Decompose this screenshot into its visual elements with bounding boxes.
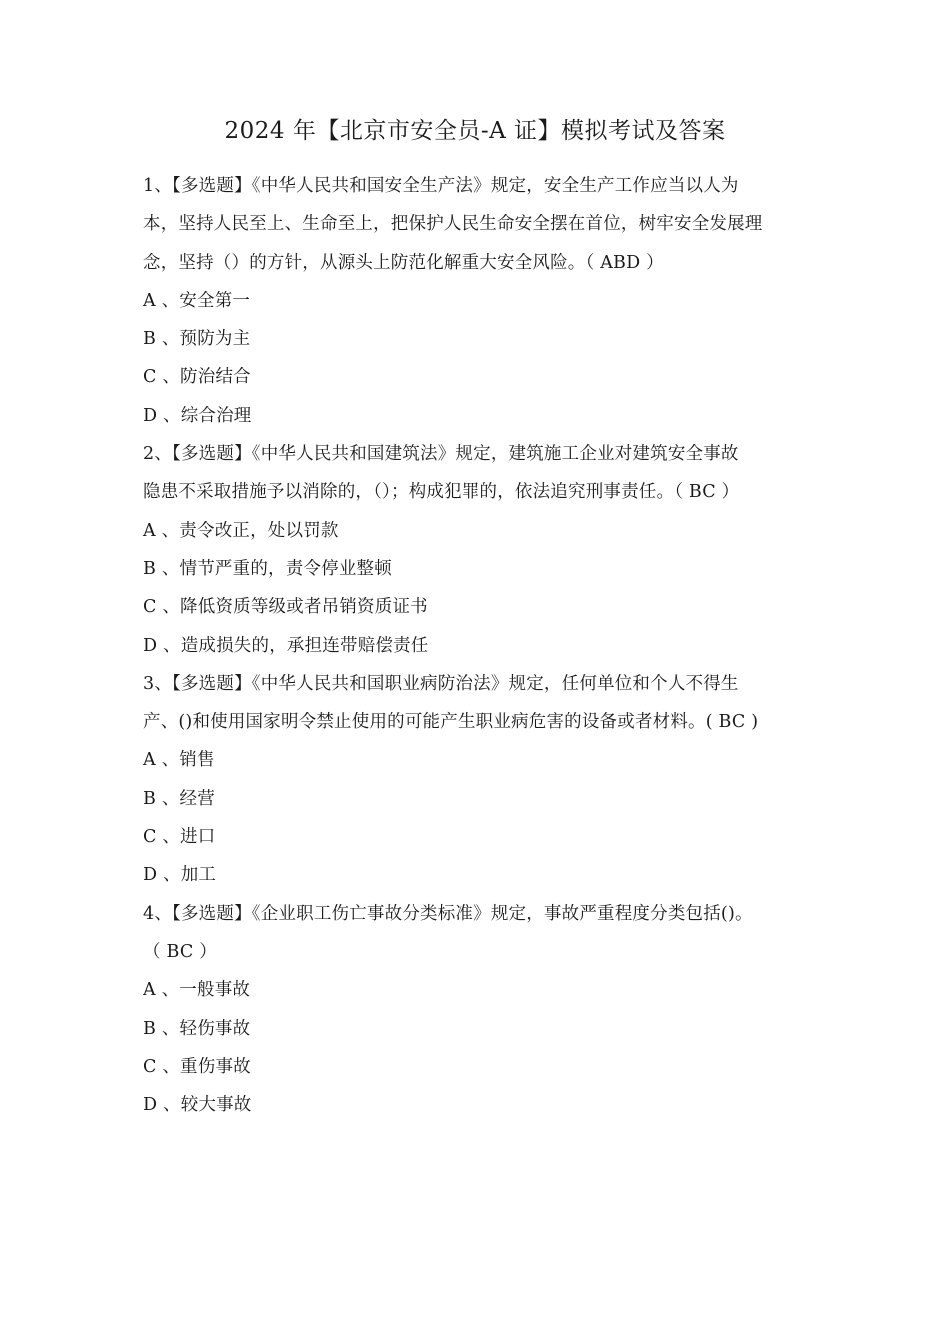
question-stem-line: 产、()和使用国家明令禁止使用的可能产生职业病危害的设备或者材料。( BC ) bbox=[143, 712, 759, 733]
option-c: C 、降低资质等级或者吊销资质证书 bbox=[143, 597, 428, 618]
question-stem-line: 念，坚持（）的方针，从源头上防范化解重大安全风险。（ ABD ） bbox=[143, 252, 664, 273]
option-b: B 、轻伤事故 bbox=[143, 1018, 251, 1039]
question-stem-line: 2、【多选题】《中华人民共和国建筑法》规定，建筑施工企业对建筑安全事故 bbox=[143, 444, 739, 465]
option-b: B 、情节严重的，责令停业整顿 bbox=[143, 558, 392, 579]
question-list bbox=[143, 167, 811, 1124]
question-stem-line: 4、【多选题】《企业职工伤亡事故分类标准》规定，事故严重程度分类包括()。 bbox=[143, 903, 753, 924]
question-stem-line: 隐患不采取措施予以消除的，（）；构成犯罪的，依法追究刑事责任。（ BC ） bbox=[143, 482, 740, 503]
option-a: A 、安全第一 bbox=[143, 290, 251, 311]
option-a: A 、销售 bbox=[143, 750, 215, 771]
option-d: D 、较大事故 bbox=[143, 1095, 252, 1116]
question-stem-line: 本，坚持人民至上、生命至上，把保护人民生命安全摆在首位，树牢安全发展理 bbox=[143, 214, 763, 235]
question-4 bbox=[143, 895, 811, 1125]
option-a: A 、一般事故 bbox=[143, 980, 251, 1001]
option-c: C 、重伤事故 bbox=[143, 1056, 251, 1077]
option-c: C 、进口 bbox=[143, 827, 216, 848]
question-stem-line: 1、【多选题】《中华人民共和国安全生产法》规定，安全生产工作应当以人为 bbox=[143, 176, 739, 196]
question-3 bbox=[143, 665, 811, 895]
option-d: D 、造成损失的，承担连带赔偿责任 bbox=[143, 635, 429, 656]
question-stem-line: （ BC ） bbox=[143, 941, 217, 962]
question-2 bbox=[143, 435, 811, 665]
option-b: B 、预防为主 bbox=[143, 329, 251, 350]
option-b: B 、经营 bbox=[143, 788, 215, 809]
option-a: A 、责令改正，处以罚款 bbox=[143, 520, 339, 541]
option-d: D 、加工 bbox=[143, 865, 217, 886]
document-title: 2024 年【北京市安全员-A 证】模拟考试及答案 bbox=[224, 118, 726, 144]
option-d: D 、综合治理 bbox=[143, 405, 252, 426]
question-1 bbox=[143, 167, 811, 435]
question-stem-line: 3、【多选题】《中华人民共和国职业病防治法》规定，任何单位和个人不得生 bbox=[143, 673, 739, 694]
option-c: C 、防治结合 bbox=[143, 367, 251, 388]
